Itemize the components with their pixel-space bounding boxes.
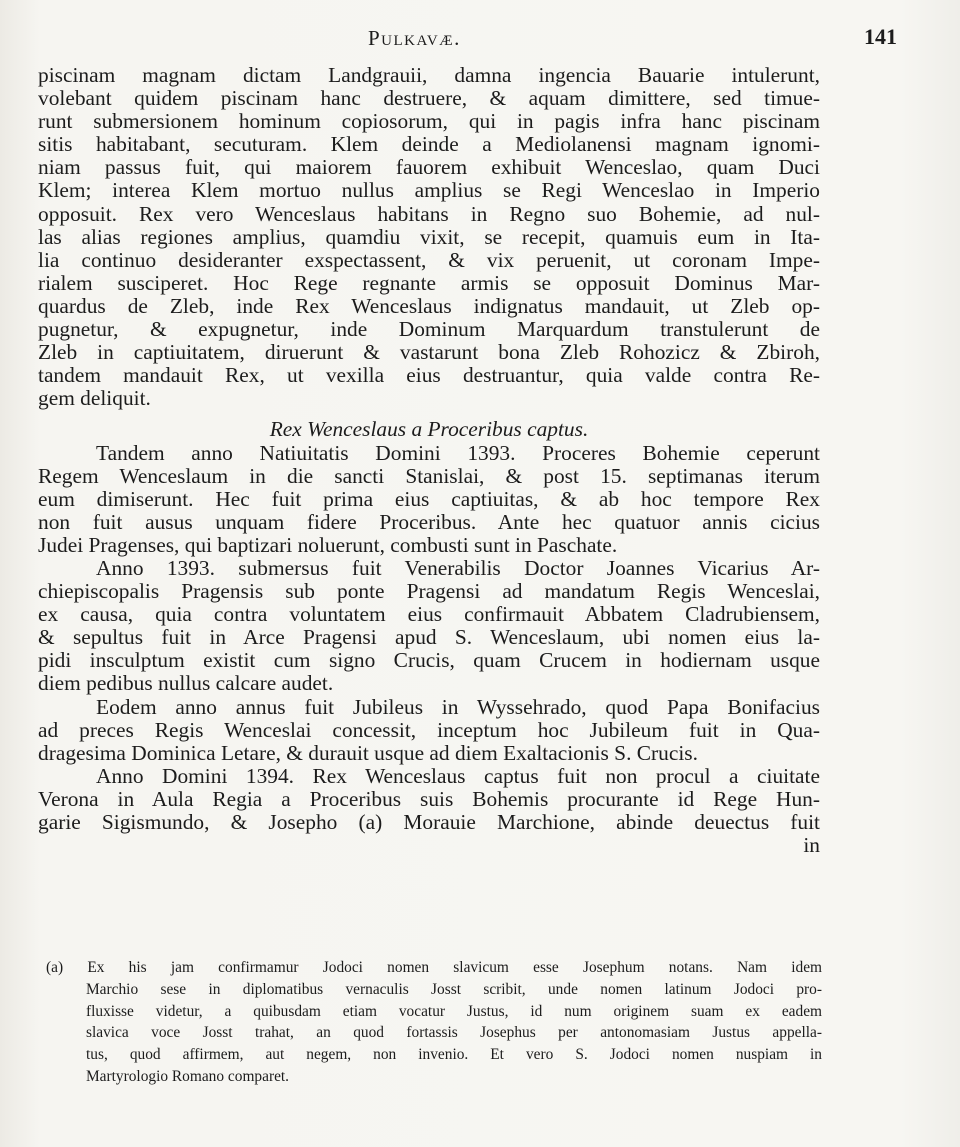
- catchword: in: [803, 833, 820, 858]
- text-line: niam passus fuit, qui maiorem fauorem exhibuit Wenceslao, quam Duci: [38, 155, 820, 180]
- page-header: [0, 22, 960, 52]
- running-head: Pulkavæ.: [368, 26, 461, 50]
- text-line: garie Sigismundo, & Josepho (a) Morauie Marchione, abinde deuectus fuit: [38, 810, 820, 834]
- text-line: Klem; interea Klem mortuo nullus amplius se Regi Wenceslao in Imperio: [38, 178, 820, 203]
- text-line: piscinam magnam dictam Landgrauii, damna ingencia Bauarie intulerunt,: [38, 63, 820, 87]
- page-number: 141: [864, 24, 897, 49]
- footnote-line: (a) Ex his jam confirmamur Jodoci nomen slavicum esse Josephum notans. Nam idem: [46, 959, 822, 976]
- text-line: ex causa, quia contra voluntatem eius confirmauit Abbatem Cladrubiensem,: [38, 602, 820, 627]
- text-line: Verona in Aula Regia a Proceribus suis Bohemis procurante id Rege Hun-: [38, 786, 820, 811]
- text-line: Anno 1393. submersus fuit Venerabilis Doctor Joannes Vicarius Ar-: [96, 555, 820, 580]
- text-line: volebant quidem piscinam hanc destruere, & aquam dimittere, sed timue-: [38, 86, 820, 111]
- text-line: diem pedibus nullus calcare audet.: [38, 671, 334, 696]
- text-line: chiepiscopalis Pragensis sub ponte Pragensi ad mandatum Regis Wenceslai,: [38, 579, 820, 604]
- main-text: [38, 64, 820, 857]
- text-line: opposuit. Rex vero Wenceslaus habitans in Regno suo Bohemie, ad nul-: [38, 201, 820, 226]
- text-line: pugnetur, & expugnetur, inde Dominum Marquardum transtulerunt de: [38, 317, 820, 342]
- footnote-line: fluxisse videtur, a quibusdam etiam vocatur Justus, id num originem suam ex eadem: [86, 1002, 822, 1020]
- footnote-line: Marchio sese in diplomatibus vernaculis Josst scribit, unde nomen latinum Jodoci pro-: [86, 980, 822, 998]
- text-line: lia continuo desideranter exspectassent, & vix peruenit, ut coronam Impe-: [38, 247, 820, 272]
- text-line: runt submersionem hominum copiosorum, qui in pagis infra hanc piscinam: [38, 109, 820, 134]
- footnote-line: Martyrologio Romano comparet.: [86, 1067, 290, 1085]
- text-line: Zleb in captiuitatem, diruerunt & vastarunt bona Zleb Rohozicz & Zbiroh,: [38, 340, 820, 365]
- footnote-line: tus, quod affirmem, aut negem, non invenio. Et vero S. Jodoci nomen nuspiam in: [86, 1046, 822, 1064]
- paragraph: [38, 557, 820, 696]
- text-line: & sepultus fuit in Arce Pragensi apud S. Wenceslaum, ubi nomen eius la-: [38, 625, 820, 650]
- text-line: Tandem anno Natiuitatis Domini 1393. Proceres Bohemie ceperunt: [96, 440, 820, 465]
- text-line: non fuit ausus unquam fidere Proceribus. Ante hec quatuor annis cicius: [38, 509, 820, 534]
- text-line: Anno Domini 1394. Rex Wenceslaus captus fuit non procul a ciuitate: [96, 763, 820, 788]
- text-line: dragesima Dominica Letare, & durauit usque ad diem Exaltacionis S. Crucis.: [38, 740, 698, 765]
- text-line: las alias regiones amplius, quamdiu vixit, se recepit, quamuis eum in Ita-: [38, 224, 820, 249]
- paragraph: [38, 442, 820, 557]
- text-line: rialem susciperet. Hoc Rege regnante armis se opposuit Dominus Mar-: [38, 270, 820, 295]
- text-line: Eodem anno annus fuit Jubileus in Wyssehrado, quod Papa Bonifacius: [96, 694, 820, 719]
- text-line: Regem Wenceslaum in die sancti Stanislai, & post 15. septimanas iterum: [38, 463, 820, 488]
- text-line: Judei Pragenses, qui baptizari noluerunt, combusti sunt in Paschate.: [38, 532, 618, 557]
- text-line: Rex Wenceslaus a Proceribus captus.: [269, 417, 589, 442]
- paragraph: [38, 696, 820, 765]
- text-line: pidi insculptum existit cum signo Crucis, quam Crucem in hodiernam usque: [38, 648, 820, 673]
- paragraph: [38, 765, 820, 834]
- text-line: quardus de Zleb, inde Rex Wenceslaus indignatus mandauit, ut Zleb op-: [38, 293, 820, 318]
- text-line: tandem mandauit Rex, ut vexilla eius destruantur, quia valde contra Re-: [38, 363, 820, 388]
- text-line: gem deliquit.: [38, 386, 151, 411]
- section-heading: [38, 418, 820, 441]
- footnote-line: slavica voce Josst trahat, an quod fortassis Josephus per antonomasiam Justus appella-: [86, 1024, 822, 1042]
- text-line: ad preces Regis Wenceslai concessit, inceptum hoc Jubileum fuit in Qua-: [38, 717, 820, 742]
- paragraph: [38, 64, 820, 410]
- footnote: [46, 957, 822, 1088]
- text-line: eum dimiserunt. Hec fuit prima eius captiuitas, & ab hoc tempore Rex: [38, 486, 820, 511]
- text-line: sitis habitabant, secuturam. Klem deinde a Mediolanensi magnam ignomi-: [38, 132, 820, 157]
